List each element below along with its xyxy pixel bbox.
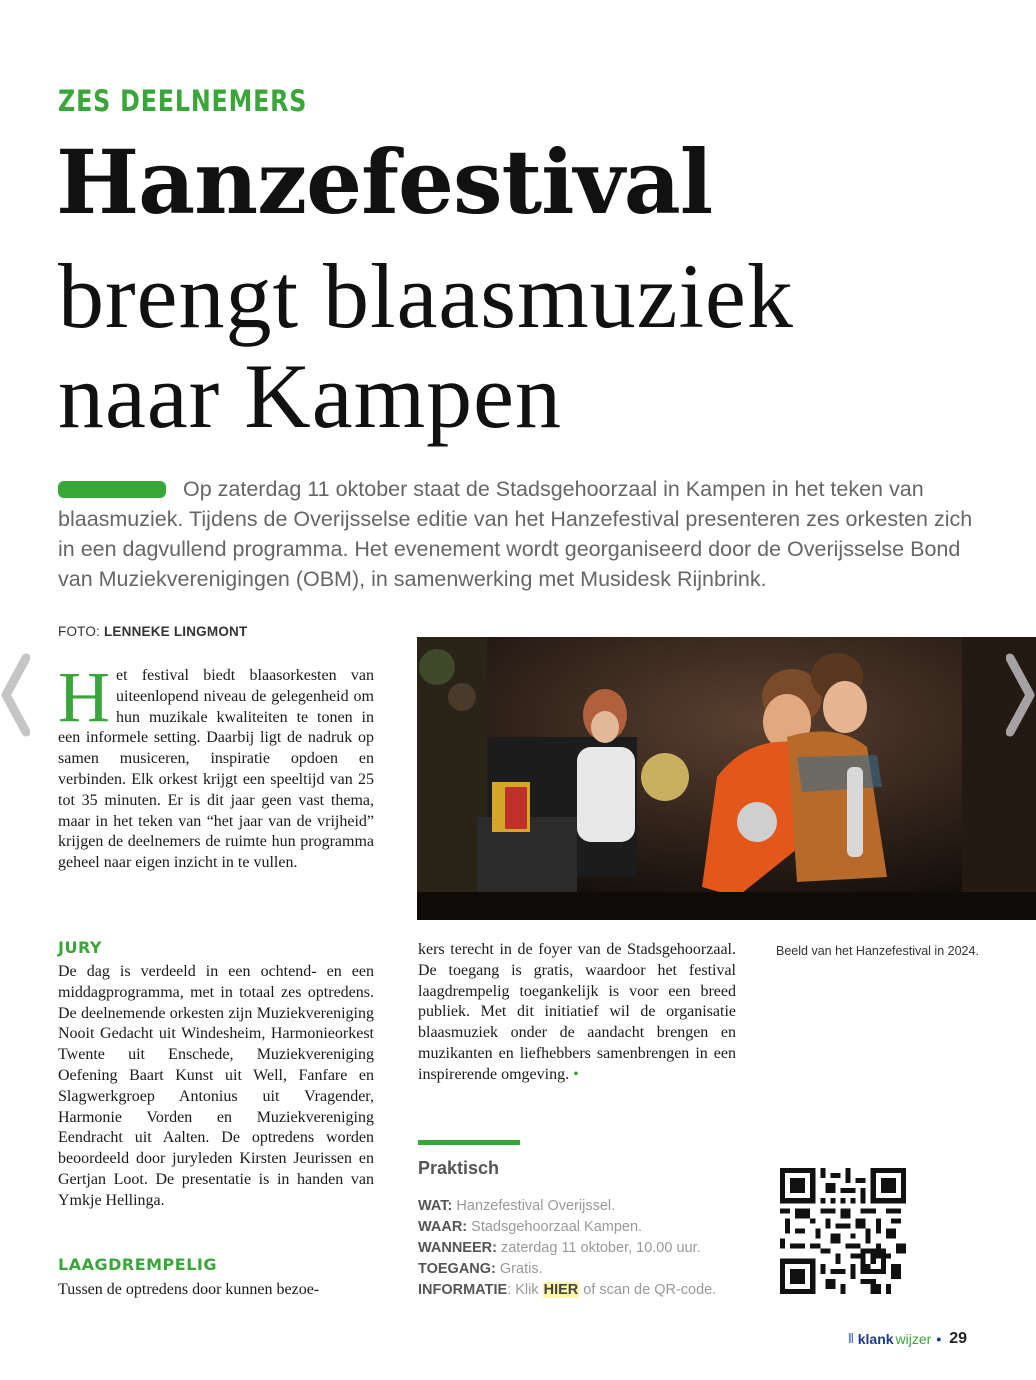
brand-wijzer: wijzer [895, 1331, 932, 1347]
laagdrempelig-section [58, 1280, 374, 1301]
praktisch-title: Praktisch [418, 1158, 500, 1178]
page-number: 29 [949, 1330, 968, 1347]
chevron-left-icon[interactable] [0, 650, 30, 740]
end-mark: • [573, 1065, 579, 1083]
continuation-text: kers terecht in de foyer van de Stadsgehoorzaal. De toegang is gratis, waardoor het festival laagdrempelig toegankelijk is voor een breed publiek. Met dit initiatief wil de organisatie blaasmuziek onder de aandacht brengen en muzikanten en liefhebbers samenbrengen in een inspirerende omgeving. • [418, 941, 736, 1083]
intro-text: et festival biedt blaasorkesten van uiteenlopend niveau de gelegenheid om hun muzikale kwaliteiten te tonen in een informele setting. Daarbij ligt de nadruk op samen musiceren, inspiratie opdoen en verbinden. Elk orkest krijgt een speeltijd van 25 tot 35 minuten. Er is dit jaar geen vast thema, maar in het teken van “het jaar van de vrijheid” krijgen de deelnemers de ruimte hun programma geheel naar eigen inzicht in te vullen. [58, 667, 374, 872]
photo-credit-name: LENNEKE LINGMONT [103, 624, 248, 639]
qr-code[interactable] [780, 1168, 906, 1294]
drop-cap: H [58, 657, 110, 737]
subheading-jury: JURY [58, 938, 102, 957]
headline-line-1: Hanzefestival [56, 130, 713, 234]
chevron-right-icon[interactable] [1006, 650, 1036, 740]
info-link-hier[interactable]: HIER [543, 1282, 579, 1298]
footer-brand [848, 1330, 967, 1348]
lead-paragraph: Op zaterdag 11 oktober staat de Stadsgehoorzaal in Kampen in het teken van blaasmuziek. Tijdens de Overijsselse editie van het Hanzefestival presenteren zes orkesten zich in een dagvullend programma. Het evenement wordt georganiseerd door de Overijsselse Bond van Muziekverenigingen (OBM), in samenwerking met Musidesk Rijnbrink. [58, 477, 973, 591]
jury-text: De dag is verdeeld in een ochtend- en een middagprogramma, met in totaal zes optredens. De deelnemende orkesten zijn Muziekvereniging Nooit Gedacht uit Windesheim, Harmonieorkest Twente uit Enschede, Muziekvereniging Oefening Baart Kunst uit Well, Fanfare en Slagwerkgroep Antonius uit Vragender, Harmonie Vorden en Muziekvereniging Eendracht uit Aalten. De optredens worden beoordeeld door juryleden Kirsten Jeurissen en Gertjan Loot. De presentatie is in handen van Ymkje Hellinga. [58, 963, 374, 1209]
article-continuation [418, 940, 736, 1086]
praktisch-list [418, 1196, 778, 1301]
subheading-laagdrempelig: LAAGDREMPELIG [58, 1255, 217, 1274]
festival-photo [417, 637, 1036, 920]
praktisch-item-wanneer: WANNEER: zaterdag 11 oktober, 10.00 uur. [418, 1240, 701, 1256]
photo-credit [58, 624, 247, 639]
photo-caption: Beeld van het Hanzefestival in 2024. [776, 944, 979, 958]
kicker: ZES DEELNEMERS [58, 84, 308, 118]
jury-section [58, 962, 374, 1212]
headline-line-2: brengt blaasmuziek [58, 245, 794, 347]
article-intro [58, 657, 374, 874]
footer-separator: • [936, 1331, 942, 1347]
festival-photo-illustration [417, 637, 1036, 920]
photo-credit-label: FOTO: [58, 624, 101, 639]
praktisch-item-informatie: INFORMATIE: Klik HIER of scan de QR-code. [418, 1282, 717, 1298]
sound-wave-icon: ⦀ [848, 1331, 854, 1346]
praktisch-item-wat: WAT: Hanzefestival Overijssel. [418, 1198, 616, 1214]
praktisch-item-toegang: TOEGANG: Gratis. [418, 1261, 543, 1277]
brand-klank: klank [857, 1331, 894, 1347]
laagdrempelig-text: Tussen de optredens door kunnen bezoe- [58, 1281, 320, 1298]
praktisch-accent-bar [418, 1140, 520, 1145]
praktisch-item-waar: WAAR: Stadsgehoorzaal Kampen. [418, 1219, 643, 1235]
headline-line-3: naar Kampen [58, 345, 562, 447]
